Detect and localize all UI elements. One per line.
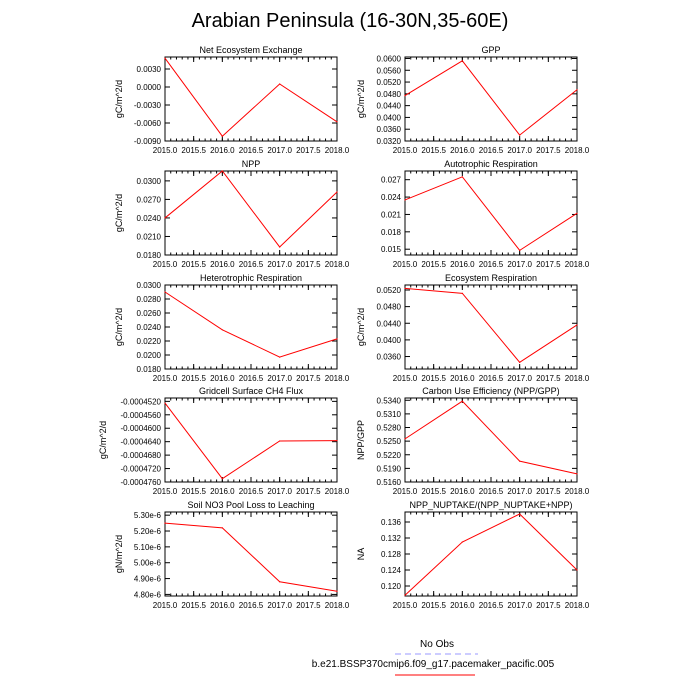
x-tick-label: 2017.0 xyxy=(507,260,532,269)
y-tick-label: 0.0300 xyxy=(136,281,161,290)
data-point xyxy=(404,95,405,96)
chart-title: GPP xyxy=(481,45,501,55)
y-tick-label: 0.015 xyxy=(380,245,401,255)
x-tick-label: 2016.0 xyxy=(210,374,235,383)
legend-model-label: b.e21.BSSP370cmip6.f09_g17.pacemaker_pacific.005 xyxy=(311,659,555,670)
data-point xyxy=(222,170,223,171)
chart-panel xyxy=(114,500,350,610)
data-point xyxy=(222,527,223,528)
x-tick-label: 2015.0 xyxy=(392,374,418,383)
chart-title: Heterotrophic Respiration xyxy=(199,273,303,283)
chart-title: Ecosystem Respiration xyxy=(444,273,538,283)
y-tick-label: 0.120 xyxy=(380,582,401,591)
y-tick-label: 0.0440 xyxy=(376,319,401,329)
plot-frame xyxy=(405,512,577,596)
y-tick-label: 0.0280 xyxy=(136,295,161,304)
chart-title: Carbon Use Efficiency (NPP/GPP) xyxy=(422,386,560,396)
data-point xyxy=(164,522,165,523)
x-tick-label: 2017.5 xyxy=(536,146,561,155)
x-tick-label: 2015.5 xyxy=(181,601,206,610)
data-point xyxy=(519,250,520,251)
y-tick-label: 0.124 xyxy=(380,566,401,575)
y-tick-label: 0.0360 xyxy=(376,125,401,135)
series-line xyxy=(405,514,577,595)
x-tick-label: 2016.0 xyxy=(210,146,235,155)
page-title: Arabian Peninsula (16-30N,35-60E) xyxy=(191,10,509,32)
plot-frame xyxy=(405,57,577,141)
x-tick-label: 2018.0 xyxy=(324,487,350,496)
y-tick-label: 0.0260 xyxy=(136,309,161,318)
data-point xyxy=(279,581,280,582)
data-point xyxy=(462,541,463,542)
x-tick-label: 2016.5 xyxy=(478,601,504,610)
y-tick-label: 0.027 xyxy=(380,175,401,185)
y-tick-label: 0.128 xyxy=(380,550,401,559)
plot-frame xyxy=(165,171,337,255)
data-point xyxy=(519,461,520,462)
y-axis-label: gC/m^2/d xyxy=(356,307,366,347)
data-point xyxy=(336,591,337,592)
y-tick-label: 0.0180 xyxy=(136,251,161,260)
y-tick-label: 0.0320 xyxy=(376,137,401,146)
x-tick-label: 2015.0 xyxy=(152,260,178,269)
y-tick-label: 0.0240 xyxy=(136,323,161,332)
x-tick-label: 2016.5 xyxy=(478,374,504,383)
chart-title: Soil NO3 Pool Loss to Leaching xyxy=(187,500,315,510)
series-line xyxy=(165,403,337,479)
y-tick-label: 0.0220 xyxy=(136,337,161,346)
y-tick-label: 0.024 xyxy=(380,193,401,203)
x-tick-label: 2015.5 xyxy=(181,487,206,496)
x-tick-label: 2018.0 xyxy=(564,146,590,155)
x-tick-label: 2015.0 xyxy=(152,374,178,383)
y-axis-label: gN/m^2/d xyxy=(114,534,124,574)
x-tick-label: 2018.0 xyxy=(564,601,590,610)
y-tick-label: 4.90e-6 xyxy=(133,574,161,584)
data-point xyxy=(462,176,463,177)
y-tick-label: 0.0520 xyxy=(376,285,401,295)
chart-panel xyxy=(356,500,590,610)
x-tick-label: 2015.5 xyxy=(421,601,446,610)
x-tick-label: 2017.0 xyxy=(507,374,532,383)
y-tick-label: 0.0400 xyxy=(376,113,401,123)
y-tick-label: 0.0240 xyxy=(136,213,161,223)
y-tick-label: 0.0360 xyxy=(376,352,401,362)
y-tick-label: 0.136 xyxy=(380,518,401,527)
y-tick-label: -0.0090 xyxy=(133,137,161,146)
y-tick-label: 5.10e-6 xyxy=(133,542,161,552)
legend-obs-label: No Obs xyxy=(420,639,454,650)
data-point xyxy=(279,440,280,441)
data-point xyxy=(279,357,280,358)
plot-frame xyxy=(165,398,337,482)
y-tick-label: 0.5280 xyxy=(376,423,401,433)
y-tick-label: 0.5250 xyxy=(376,437,401,447)
y-axis-label: gC/m^2/d xyxy=(114,193,124,233)
x-tick-label: 2017.5 xyxy=(296,260,321,269)
x-tick-label: 2016.0 xyxy=(450,601,475,610)
y-axis-label: gC/m^2/d xyxy=(356,79,366,119)
x-tick-label: 2017.5 xyxy=(296,487,321,496)
y-tick-label: 0.0520 xyxy=(376,78,401,88)
y-tick-label: 0.0180 xyxy=(136,365,161,374)
data-point xyxy=(462,293,463,294)
x-tick-label: 2017.0 xyxy=(507,601,532,610)
data-point xyxy=(164,402,165,403)
series-line xyxy=(405,401,577,474)
x-tick-label: 2016.5 xyxy=(238,601,264,610)
x-tick-label: 2017.5 xyxy=(536,601,561,610)
y-tick-label: 0.0440 xyxy=(376,101,401,111)
x-tick-label: 2015.0 xyxy=(392,601,418,610)
y-tick-label: 0.0560 xyxy=(376,66,401,76)
data-point xyxy=(576,569,577,570)
data-point xyxy=(279,246,280,247)
x-tick-label: 2016.5 xyxy=(238,487,264,496)
data-point xyxy=(404,595,405,596)
plot-frame xyxy=(165,512,337,596)
y-axis-label: gC/m^2/d xyxy=(114,79,124,119)
x-tick-label: 2015.5 xyxy=(421,487,446,496)
x-tick-label: 2015.0 xyxy=(152,146,178,155)
x-tick-label: 2017.5 xyxy=(536,487,561,496)
data-point xyxy=(164,217,165,218)
x-tick-label: 2016.5 xyxy=(238,146,264,155)
x-tick-label: 2015.5 xyxy=(181,260,206,269)
data-point xyxy=(404,199,405,200)
series-line xyxy=(405,61,577,135)
y-tick-label: 0.5310 xyxy=(376,409,401,419)
y-tick-label: -0.0004720 xyxy=(120,464,161,474)
y-tick-label: 5.20e-6 xyxy=(133,527,161,537)
data-point xyxy=(222,329,223,330)
x-tick-label: 2017.5 xyxy=(296,601,321,610)
y-tick-label: 0.5160 xyxy=(376,478,401,487)
x-tick-label: 2016.0 xyxy=(450,146,475,155)
data-point xyxy=(222,136,223,137)
y-tick-label: -0.0004560 xyxy=(120,410,161,420)
series-line xyxy=(165,523,337,591)
chart-panel xyxy=(381,159,590,269)
y-tick-label: 0.021 xyxy=(380,210,401,220)
x-tick-label: 2016.5 xyxy=(478,260,504,269)
x-tick-label: 2016.0 xyxy=(450,487,475,496)
y-tick-label: 0.5190 xyxy=(376,464,401,474)
x-tick-label: 2017.5 xyxy=(296,146,321,155)
plot-frame xyxy=(405,398,577,482)
data-point xyxy=(404,438,405,439)
series-line xyxy=(165,171,337,247)
x-tick-label: 2017.0 xyxy=(267,146,292,155)
x-tick-label: 2015.0 xyxy=(392,260,418,269)
plot-frame xyxy=(165,285,337,369)
data-point xyxy=(164,58,165,59)
y-tick-label: -0.0004520 xyxy=(120,397,161,407)
y-tick-label: 4.80e-6 xyxy=(133,590,161,600)
x-tick-label: 2015.5 xyxy=(421,260,446,269)
data-point xyxy=(164,291,165,292)
x-tick-label: 2016.5 xyxy=(478,146,504,155)
y-tick-label: 0.5220 xyxy=(376,450,401,460)
data-point xyxy=(336,121,337,122)
data-point xyxy=(519,135,520,136)
data-point xyxy=(336,191,337,192)
data-point xyxy=(576,473,577,474)
x-tick-label: 2017.0 xyxy=(267,487,292,496)
x-tick-label: 2018.0 xyxy=(564,260,590,269)
x-tick-label: 2018.0 xyxy=(324,260,350,269)
y-tick-label: 0.0000 xyxy=(136,83,161,92)
x-tick-label: 2017.0 xyxy=(507,487,532,496)
x-tick-label: 2015.5 xyxy=(421,146,446,155)
x-tick-label: 2015.0 xyxy=(392,146,418,155)
x-tick-label: 2016.5 xyxy=(478,487,504,496)
x-tick-label: 2017.5 xyxy=(296,374,321,383)
x-tick-label: 2015.0 xyxy=(392,487,418,496)
x-tick-label: 2018.0 xyxy=(324,601,350,610)
y-axis-label: gC/m^2/d xyxy=(98,420,108,460)
data-point xyxy=(519,362,520,363)
x-tick-label: 2015.0 xyxy=(152,601,178,610)
chart-title: Autotrophic Respiration xyxy=(444,159,538,169)
chart-panel xyxy=(114,159,350,269)
chart-panel xyxy=(356,45,590,155)
y-tick-label: 0.0200 xyxy=(136,351,161,360)
x-tick-label: 2015.5 xyxy=(181,374,206,383)
series-line xyxy=(405,288,577,362)
x-tick-label: 2017.5 xyxy=(536,260,561,269)
data-point xyxy=(519,513,520,514)
x-tick-label: 2018.0 xyxy=(324,374,350,383)
data-point xyxy=(576,89,577,90)
y-tick-label: -0.0060 xyxy=(133,119,161,128)
x-tick-label: 2018.0 xyxy=(564,487,590,496)
legend xyxy=(0,636,700,686)
x-tick-label: 2017.0 xyxy=(267,601,292,610)
y-tick-label: -0.0004600 xyxy=(120,424,161,434)
x-tick-label: 2016.0 xyxy=(450,260,475,269)
data-point xyxy=(404,288,405,289)
chart-panel xyxy=(356,273,590,383)
series-line xyxy=(405,177,577,251)
y-tick-label: 0.0030 xyxy=(136,65,161,74)
y-axis-label: NPP/GPP xyxy=(356,419,366,461)
chart-panel xyxy=(114,273,350,383)
x-tick-label: 2016.5 xyxy=(238,374,264,383)
series-line xyxy=(165,58,337,136)
y-tick-label: 0.0480 xyxy=(376,89,401,99)
x-tick-label: 2016.0 xyxy=(210,601,235,610)
y-axis-label: NA xyxy=(356,547,366,561)
x-tick-label: 2015.5 xyxy=(181,146,206,155)
plot-frame xyxy=(165,57,337,141)
x-tick-label: 2016.0 xyxy=(210,487,235,496)
data-point xyxy=(279,83,280,84)
data-point xyxy=(462,60,463,61)
y-tick-label: 0.0400 xyxy=(376,335,401,345)
chart-panel xyxy=(356,386,590,496)
x-tick-label: 2017.0 xyxy=(267,374,292,383)
y-tick-label: 5.30e-6 xyxy=(133,511,161,521)
x-tick-label: 2018.0 xyxy=(324,146,350,155)
chart-panel xyxy=(114,45,350,155)
y-tick-label: 0.018 xyxy=(380,227,401,237)
x-tick-label: 2015.0 xyxy=(152,487,178,496)
chart-title: NPP xyxy=(241,159,261,169)
data-point xyxy=(462,401,463,402)
y-tick-label: 0.0210 xyxy=(136,232,161,242)
x-tick-label: 2017.0 xyxy=(507,146,532,155)
x-tick-label: 2015.5 xyxy=(421,374,446,383)
y-tick-label: 5.00e-6 xyxy=(133,558,161,568)
y-tick-label: 0.5340 xyxy=(376,396,401,406)
data-point xyxy=(336,338,337,339)
chart-title: NPP_NUPTAKE/(NPP_NUPTAKE+NPP) xyxy=(409,500,573,510)
x-tick-label: 2018.0 xyxy=(564,374,590,383)
y-tick-label: 0.0270 xyxy=(136,195,161,205)
x-tick-label: 2016.0 xyxy=(210,260,235,269)
chart-panel xyxy=(98,386,350,496)
chart-title: Gridcell Surface CH4 Flux xyxy=(198,386,304,396)
y-axis-label: gC/m^2/d xyxy=(114,307,124,347)
y-tick-label: -0.0004680 xyxy=(120,451,161,461)
y-tick-label: -0.0030 xyxy=(133,101,161,110)
x-tick-label: 2016.5 xyxy=(238,260,264,269)
data-point xyxy=(222,478,223,479)
x-tick-label: 2017.5 xyxy=(536,374,561,383)
plot-frame xyxy=(405,285,577,369)
x-tick-label: 2016.0 xyxy=(450,374,475,383)
y-tick-label: 0.0300 xyxy=(136,176,161,186)
data-point xyxy=(576,213,577,214)
y-tick-label: -0.0004760 xyxy=(120,478,161,487)
data-point xyxy=(336,440,337,441)
y-tick-label: 0.0480 xyxy=(376,302,401,312)
y-tick-label: 0.0600 xyxy=(376,54,401,64)
data-point xyxy=(576,324,577,325)
y-tick-label: -0.0004640 xyxy=(120,437,161,447)
x-tick-label: 2017.0 xyxy=(267,260,292,269)
series-line xyxy=(165,292,337,357)
y-tick-label: 0.132 xyxy=(380,534,401,543)
chart-title: Net Ecosystem Exchange xyxy=(199,45,303,55)
